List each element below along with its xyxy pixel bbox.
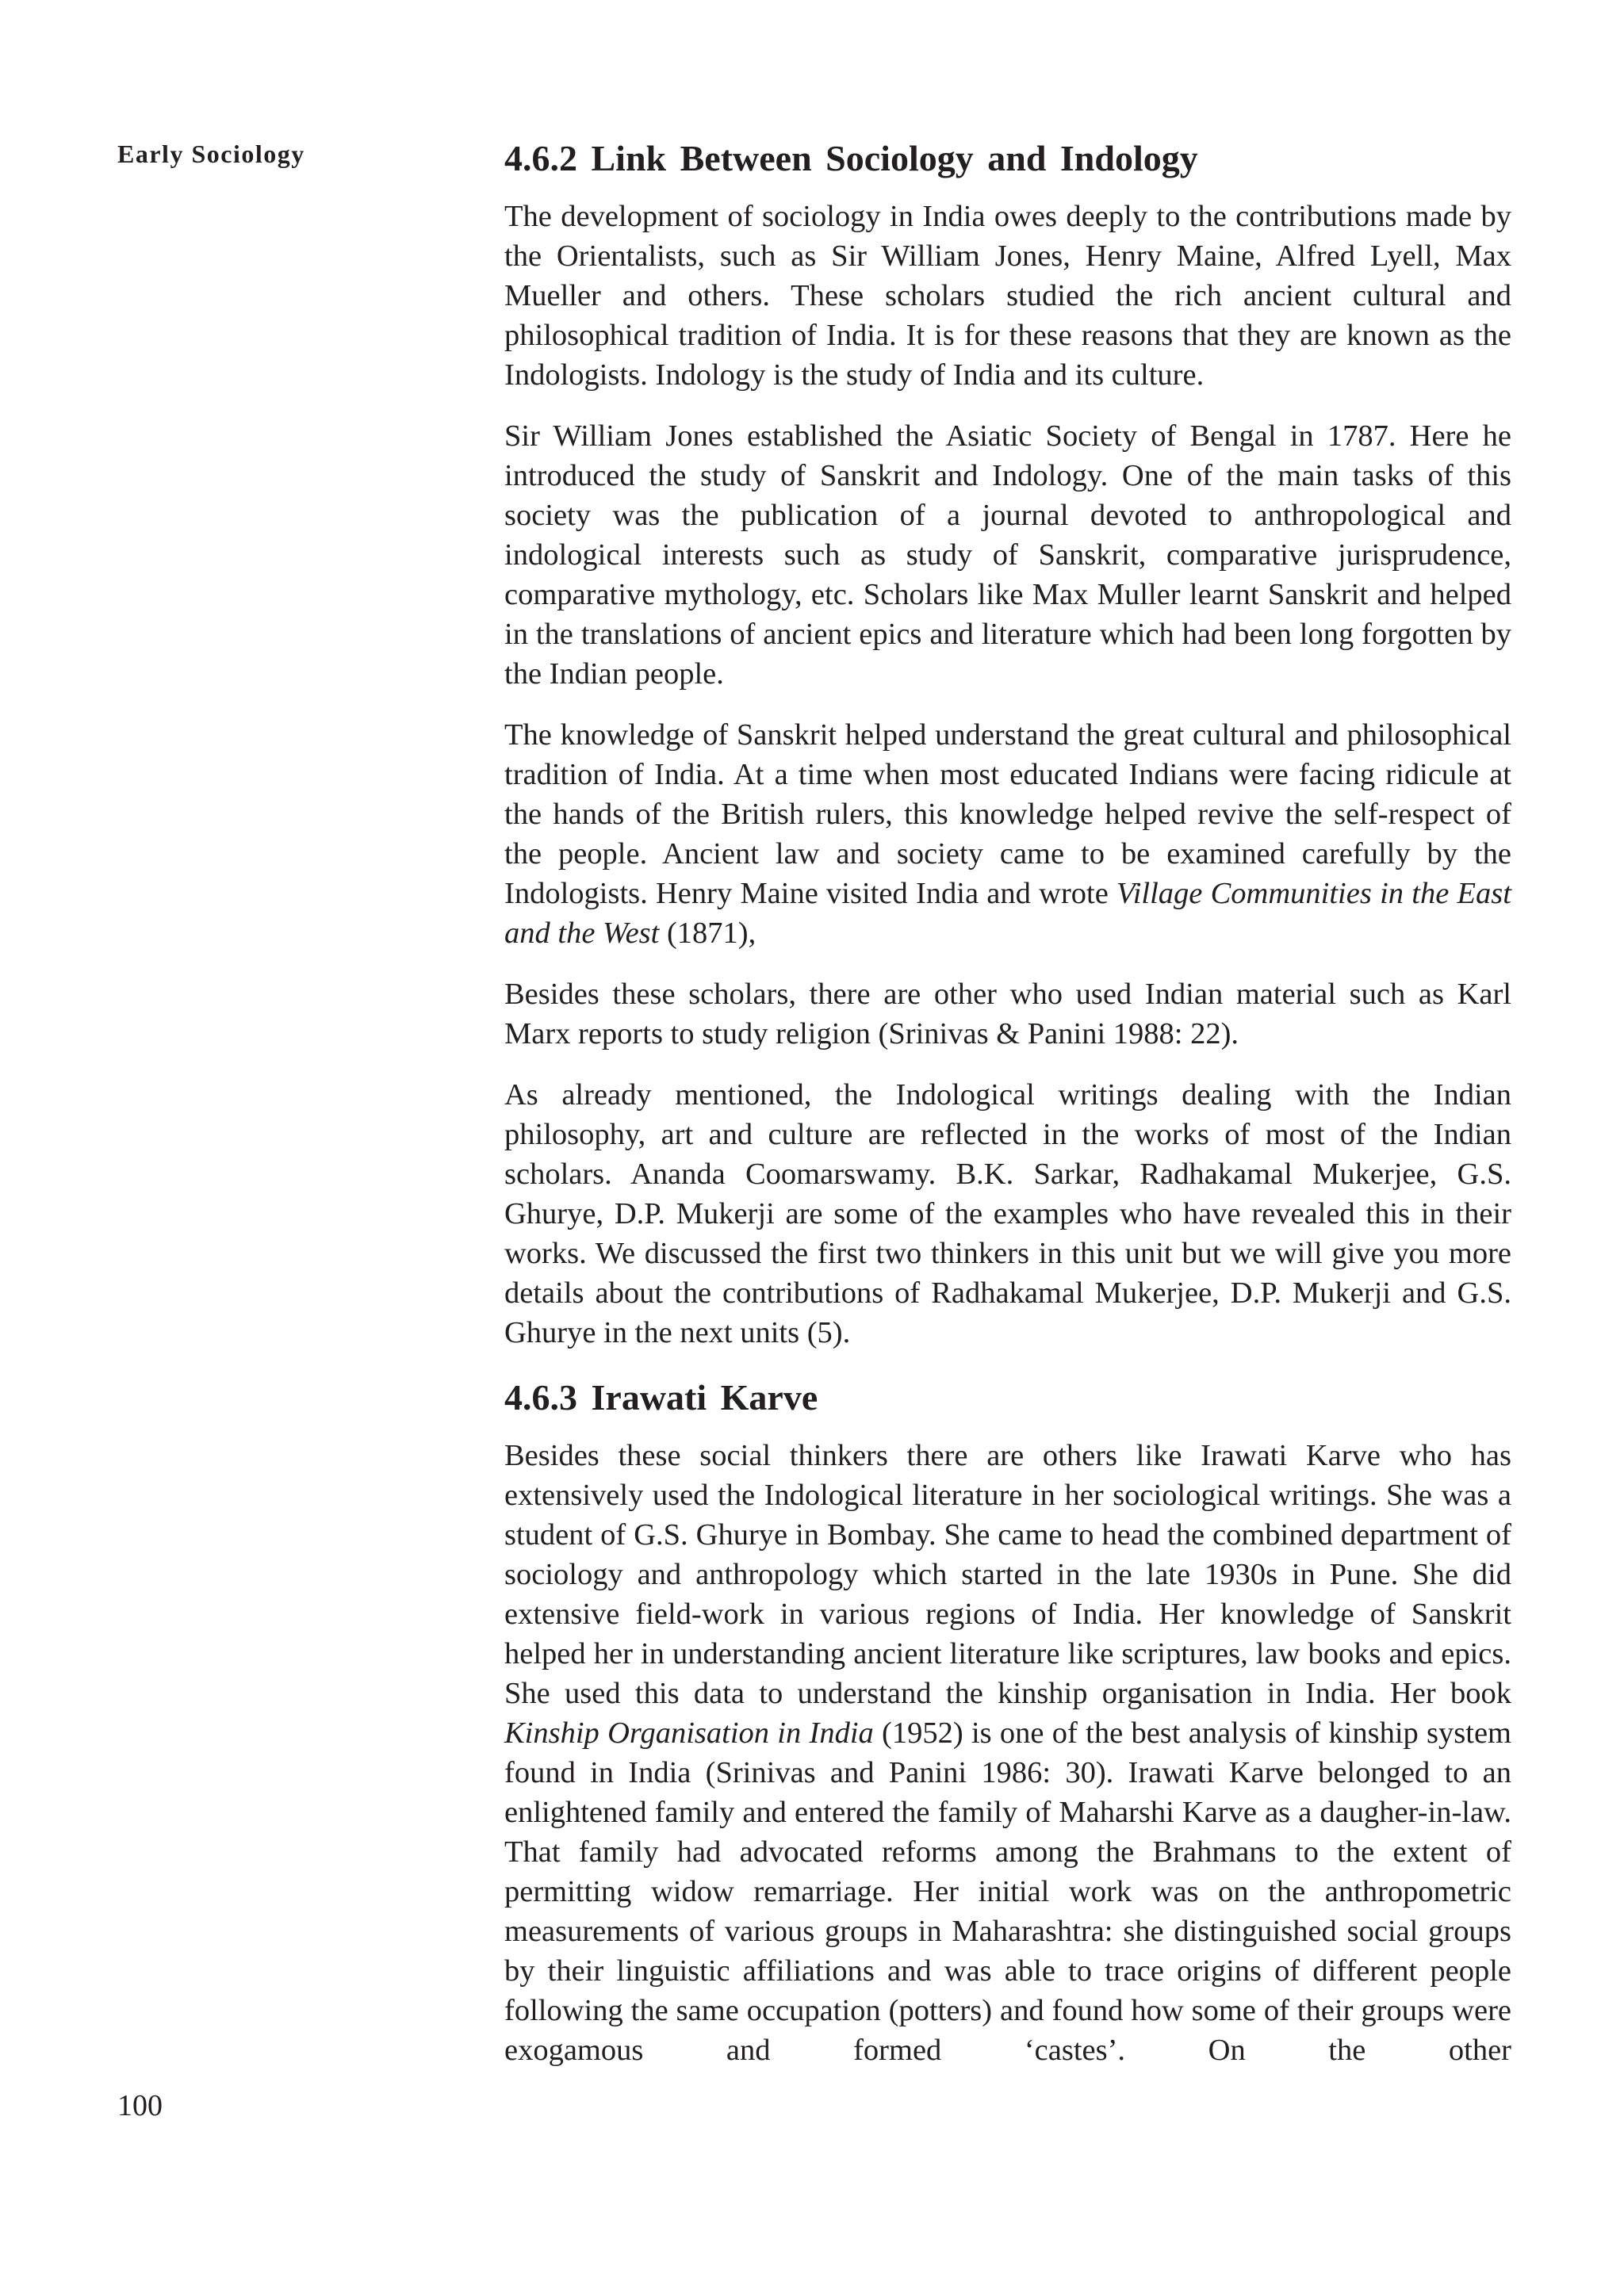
section-heading-karve: 4.6.3 Irawati Karve xyxy=(504,1377,818,1418)
book-title-italic: Village Communities in the East and the West xyxy=(504,877,1511,950)
paragraph xyxy=(504,974,1511,1054)
paragraph-text: Besides these social thinkers there are others like Irawati Karve who has extensively used the Indological literature in her sociological writings. She was a student of G.S. Ghurye in Bombay. She came to head the combined department of sociology and anthropology which started in the late 1930s in Pune. She did extensive field-work in various regions of India. Her knowledge of Sanskrit helped her in understanding ancient literature like scriptures, law books and epics. She used this data to understand the kinship organisation in India. Her book xyxy=(504,1439,1511,1710)
main-content xyxy=(504,135,1511,2091)
page-number: 100 xyxy=(117,2089,163,2122)
paragraph xyxy=(504,416,1511,694)
section-heading-indology: 4.6.2 Link Between Sociology and Indology xyxy=(504,138,1198,178)
paragraph xyxy=(504,1436,1511,2070)
paragraph-text: Sir William Jones established the Asiatic Society of Bengal in 1787. Here he introduced the study of Sanskrit and Indology. One of the main tasks of this society was the publication of a journal devoted to anthropological and indological interests such as study of Sanskrit, comparative jurisprudence, comparative mythology, etc. Scholars like Max Muller learnt Sanskrit and helped in the translations of ancient epics and literature which had been long forgotten by the Indian people. xyxy=(504,419,1511,691)
running-head: Early Sociology xyxy=(117,140,305,168)
book-title-italic: Kinship Organisation in India xyxy=(504,1716,874,1750)
paragraph xyxy=(504,197,1511,395)
paragraph xyxy=(504,715,1511,953)
paragraph-text: The knowledge of Sanskrit helped understand the great cultural and philosophical tradition of India. At a time when most educated Indians were facing ridicule at the hands of the British rulers, this knowledge helped revive the self-respect of the people. Ancient law and society came to be examined carefully by the Indologists. Henry Maine visited India and wrote xyxy=(504,718,1511,910)
paragraph-text: (1871), xyxy=(659,916,756,950)
paragraph xyxy=(504,1075,1511,1353)
paragraph-text: Besides these scholars, there are other who used Indian material such as Karl Marx reports to study religion (Srinivas & Panini 1988: 22). xyxy=(504,978,1511,1050)
paragraph-text: The development of sociology in India owes deeply to the contributions made by the Orientalists, such as Sir William Jones, Henry Maine, Alfred Lyell, Max Mueller and others. These scholars studied the rich ancient cultural and philosophical tradition of India. It is for these reasons that they are known as the Indologists. Indology is the study of India and its culture. xyxy=(504,200,1511,392)
paragraph-text: (1952) is one of the best analysis of kinship system found in India (Srinivas and Panini 1986: 30). Irawati Karve belonged to an enlightened family and entered the family of Maharshi Karve as a daugher-in-law. That family had advocated reforms among the Brahmans to the extent of permitting widow remarriage. Her initial work was on the anthropometric measurements of various groups in Maharashtra: she distinguished social groups by their linguistic affiliations and was able to trace origins of different people following the same occupation (potters) and found how some of their groups were exogamous and formed ‘castes’. On the other xyxy=(504,1716,1511,2067)
paragraph-text: As already mentioned, the Indological writings dealing with the Indian philosophy, art and culture are reflected in the works of most of the Indian scholars. Ananda Coomarswamy. B.K. Sarkar, Radhakamal Mukerjee, G.S. Ghurye, D.P. Mukerji are some of the examples who have revealed this in their works. We discussed the first two thinkers in this unit but we will give you more details about the contributions of Radhakamal Mukerjee, D.P. Mukerji and G.S. Ghurye in the next units (5). xyxy=(504,1078,1511,1349)
